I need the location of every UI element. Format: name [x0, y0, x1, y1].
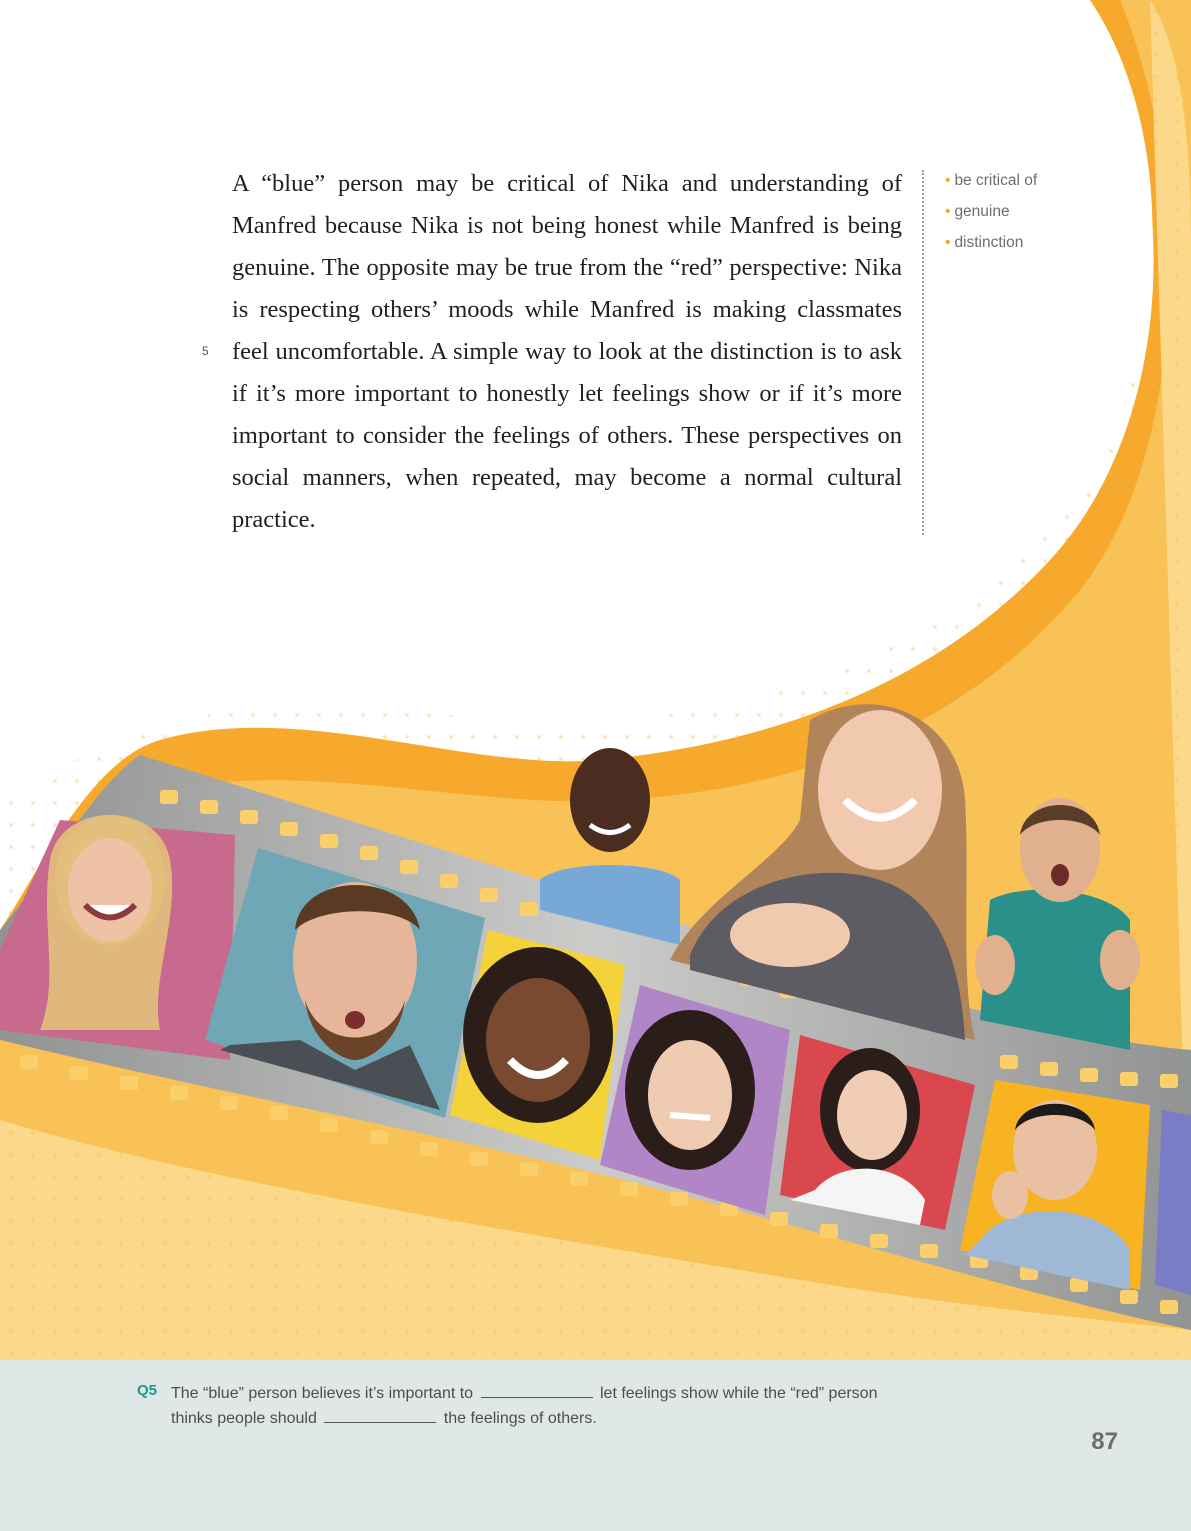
shocked-man-photo — [975, 798, 1140, 1050]
answer-blank-2[interactable] — [324, 1408, 436, 1423]
bullet-icon: • — [945, 172, 951, 189]
vocabulary-list — [945, 170, 1037, 263]
film-frame-sliver — [1155, 1110, 1191, 1295]
woman-on-phone-photo — [780, 1035, 975, 1230]
question-part-2: let feelings show while the “red” person thinks people should — [171, 1385, 878, 1427]
bullet-icon: • — [945, 203, 951, 220]
vocabulary-item — [945, 201, 1037, 232]
vocabulary-term: genuine — [954, 203, 1010, 220]
laughing-girl-photo — [0, 815, 235, 1060]
crying-man-photo — [960, 1080, 1150, 1290]
bullet-icon: • — [945, 234, 951, 251]
question-text — [171, 1381, 891, 1431]
question-part-1: The “blue” person believes it’s important to — [171, 1385, 474, 1402]
page-number: 87 — [1091, 1428, 1118, 1455]
vocabulary-term: distinction — [954, 234, 1024, 251]
vocabulary-divider — [922, 170, 924, 535]
vocabulary-term: be critical of — [954, 172, 1038, 189]
reading-passage: A “blue” person may be critical of Nika and understanding of Manfred because Nika is not being honest while Manfred is being genuine. The opposite may be true from the “red” perspective: Nika is respecting others’ moods while Manfred is making classmates feel uncomfortable. A simple way to look at the distinction is to ask if it’s more important to honestly let feelings show or if it’s more important to consider the feelings of others. These perspectives on social manners, when repeated, may become a normal cultural practice. — [232, 170, 902, 533]
smiling-young-woman-photo — [670, 704, 975, 1040]
grimacing-girl-photo — [600, 985, 790, 1215]
question-label: Q5 — [137, 1382, 158, 1399]
surprised-businessman-photo — [205, 848, 485, 1118]
vocabulary-item — [945, 170, 1037, 201]
line-number: 5 — [202, 344, 209, 358]
smiling-boy-photo — [540, 748, 680, 945]
smiling-woman-photo — [450, 930, 625, 1160]
question-part-3: the feelings of others. — [443, 1410, 597, 1427]
answer-blank-1[interactable] — [481, 1383, 593, 1398]
vocabulary-item — [945, 232, 1037, 263]
